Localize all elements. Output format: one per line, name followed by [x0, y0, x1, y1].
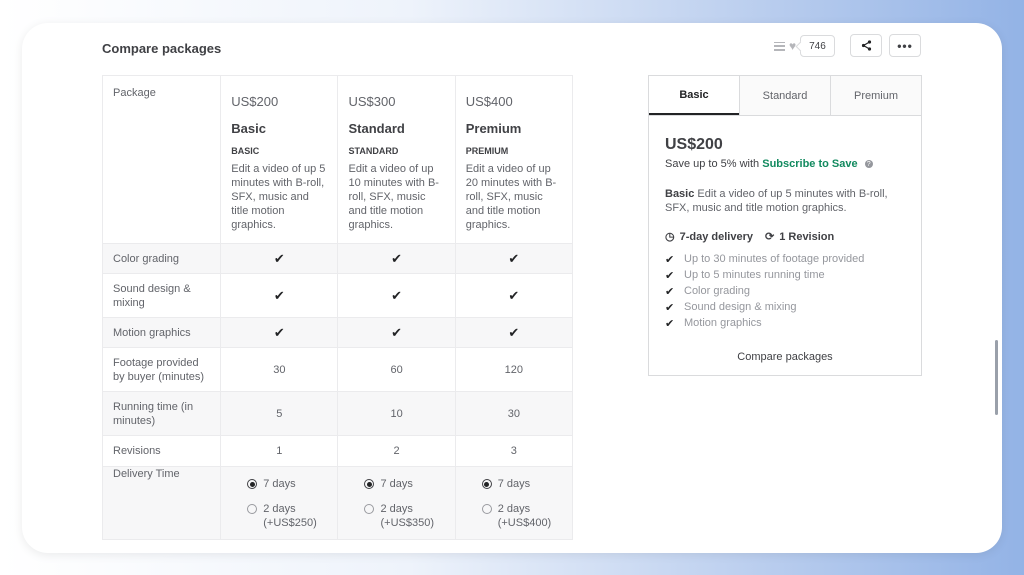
- row-label: Delivery Time: [103, 467, 221, 540]
- package-column-premium: [455, 76, 572, 244]
- delivery-option-standard[interactable]: 7 days: [364, 477, 454, 491]
- table-cell: 30: [221, 348, 338, 392]
- page-title: Compare packages: [102, 41, 222, 56]
- more-icon: •••: [897, 38, 913, 53]
- feature-list: [665, 251, 905, 331]
- package-column-basic: [221, 76, 338, 244]
- clock-icon: ◷: [665, 231, 675, 243]
- package-tabs: [649, 76, 921, 116]
- delivery-meta: [665, 230, 905, 243]
- check-icon: ✔: [391, 324, 403, 340]
- delivery-option-express[interactable]: 2 days (+US$350): [364, 502, 454, 530]
- delivery-options: [338, 467, 455, 540]
- check-icon: ✔: [665, 317, 675, 330]
- table-row: [103, 76, 573, 244]
- table-cell: 1: [221, 436, 338, 467]
- package-name: Standard: [348, 121, 405, 136]
- delivery-option-standard[interactable]: 7 days: [247, 477, 337, 491]
- list-item: ✔ Color grading: [665, 285, 751, 298]
- table-row: [103, 467, 573, 540]
- more-options-button[interactable]: [889, 34, 921, 57]
- table-cell: 60: [338, 348, 455, 392]
- delivery-option-express[interactable]: 2 days (+US$400): [482, 502, 572, 530]
- radio-unselected[interactable]: [364, 504, 374, 514]
- list-item: ✔ Sound design & mixing: [665, 301, 797, 314]
- package-description: Edit a video of up 10 minutes with B-roll, SFX, music and title motion graphics.: [348, 163, 439, 231]
- row-label: Motion graphics: [103, 318, 221, 348]
- table-row: [103, 274, 573, 318]
- package-code: BASIC: [231, 146, 260, 156]
- tab-basic[interactable]: Basic: [649, 76, 739, 115]
- table-cell: 3: [455, 436, 572, 467]
- row-label: Revisions: [103, 436, 221, 467]
- refresh-icon: ⟳: [764, 231, 775, 243]
- compare-packages-link[interactable]: Compare packages: [737, 351, 833, 363]
- table-row: [103, 436, 573, 467]
- radio-selected[interactable]: [247, 479, 257, 489]
- check-icon: ✔: [665, 269, 675, 282]
- share-icon: [861, 40, 872, 51]
- check-icon: ✔: [508, 324, 520, 340]
- scrollbar[interactable]: [995, 340, 998, 415]
- radio-selected[interactable]: [364, 479, 374, 489]
- package-code: PREMIUM: [465, 146, 509, 156]
- package-description: Edit a video of up 20 minutes with B-roll, SFX, music and title motion graphics.: [465, 163, 557, 231]
- package-description: Edit a video of up 5 minutes with B-roll, SFX, music and title motion graphics.: [231, 163, 326, 231]
- list-item: ✔ Up to 30 minutes of footage provided: [665, 253, 865, 266]
- radio-unselected[interactable]: [482, 504, 492, 514]
- package-name: Basic: [231, 121, 266, 136]
- delivery-options: [455, 467, 572, 540]
- package-price: US$200: [665, 136, 723, 153]
- list-icon[interactable]: [774, 42, 785, 51]
- check-icon: ✔: [508, 250, 520, 266]
- like-count: 746: [800, 35, 835, 57]
- table-cell: 5: [221, 392, 338, 436]
- tab-premium[interactable]: Premium: [830, 76, 921, 115]
- package-price: US$200: [231, 94, 279, 109]
- table-row: [103, 348, 573, 392]
- share-button[interactable]: [850, 34, 882, 57]
- check-icon: ✔: [508, 287, 520, 303]
- table-row: [103, 318, 573, 348]
- check-icon: ✔: [665, 253, 675, 266]
- tab-standard[interactable]: Standard: [739, 76, 830, 115]
- subscribe-link[interactable]: Subscribe to Save: [762, 158, 858, 170]
- package-panel: [648, 75, 922, 376]
- package-name: Premium: [465, 121, 522, 136]
- package-description: Basic Edit a video of up 5 minutes with B-roll, SFX, music and title motion graphics.: [665, 188, 888, 214]
- revision-count: 1 Revision: [779, 230, 835, 243]
- row-label: Sound design & mixing: [103, 274, 221, 318]
- delivery-option-standard[interactable]: 7 days: [482, 477, 572, 491]
- check-icon: ✔: [665, 301, 675, 314]
- delivery-time: 7-day delivery: [679, 230, 753, 243]
- check-icon: ✔: [273, 324, 285, 340]
- table-cell: 2: [338, 436, 455, 467]
- help-icon[interactable]: ?: [865, 160, 873, 168]
- table-row: [103, 392, 573, 436]
- subscribe-note: Save up to 5% with Subscribe to Save ?: [665, 158, 905, 170]
- table-cell: 30: [455, 392, 572, 436]
- row-label: Color grading: [103, 244, 221, 274]
- radio-unselected[interactable]: [247, 504, 257, 514]
- radio-selected[interactable]: [482, 479, 492, 489]
- heart-icon[interactable]: ♥: [789, 39, 797, 53]
- package-price: US$400: [465, 94, 513, 109]
- package-column-standard: [338, 76, 455, 244]
- package-price: US$300: [348, 94, 396, 109]
- list-item: ✔ Motion graphics: [665, 317, 762, 330]
- row-label: Footage provided by buyer (minutes): [103, 348, 221, 392]
- row-label: Package: [103, 76, 221, 244]
- gig-card: [22, 23, 1002, 553]
- delivery-options: [221, 467, 338, 540]
- check-icon: ✔: [391, 287, 403, 303]
- table-cell: 10: [338, 392, 455, 436]
- check-icon: ✔: [273, 287, 285, 303]
- delivery-option-express[interactable]: 2 days (+US$250): [247, 502, 337, 530]
- package-code: STANDARD: [348, 146, 399, 156]
- table-row: [103, 244, 573, 274]
- like-group: [774, 34, 835, 58]
- list-item: ✔ Up to 5 minutes running time: [665, 269, 825, 282]
- check-icon: ✔: [391, 250, 403, 266]
- row-label: Running time (in minutes): [103, 392, 221, 436]
- check-icon: ✔: [665, 285, 675, 298]
- compare-table: [102, 75, 573, 540]
- table-cell: 120: [455, 348, 572, 392]
- check-icon: ✔: [273, 250, 285, 266]
